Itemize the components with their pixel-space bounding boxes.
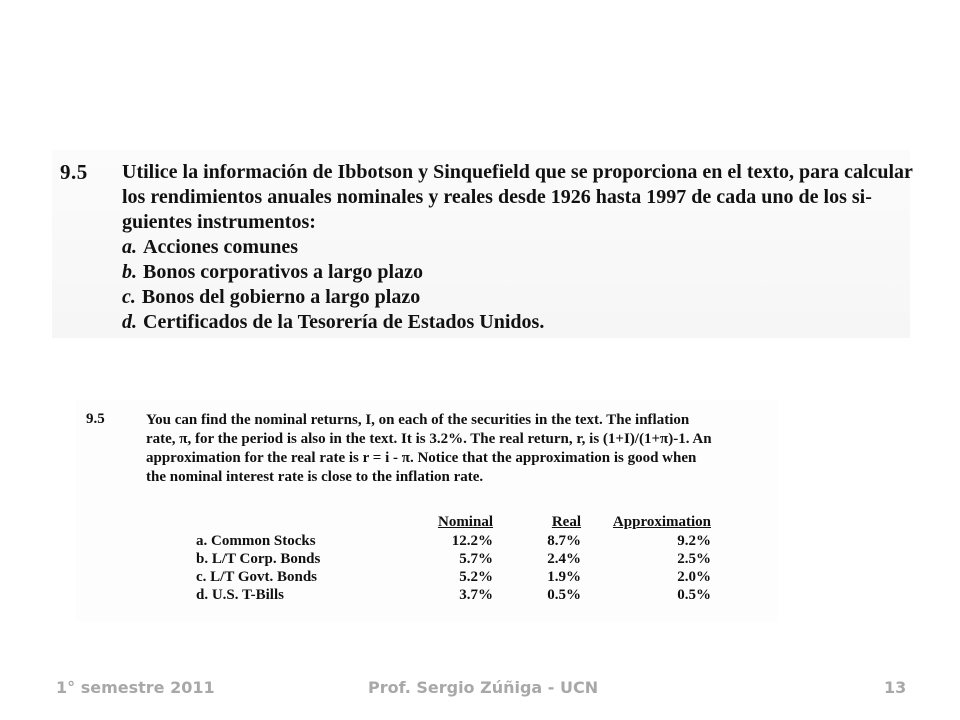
question-line: los rendimientos anuales nominales y reales desde 1926 hasta 1997 de cada uno de los si- — [122, 186, 872, 208]
answer-text — [146, 411, 786, 487]
table-header-nominal: Nominal — [437, 514, 493, 530]
answer-line: the nominal interest rate is close to the inflation rate. — [146, 469, 484, 485]
answer-scan — [76, 400, 778, 622]
question-number: 9.5 — [60, 160, 88, 184]
table-cell: 3.7% — [459, 587, 493, 603]
item-letter: c. — [122, 286, 136, 308]
table-cell: 2.0% — [677, 569, 711, 585]
question-scan — [52, 150, 913, 338]
question-text — [122, 160, 913, 335]
table-cell: 5.2% — [459, 569, 493, 585]
table-cell: a. Common Stocks — [196, 533, 316, 549]
question-item — [122, 260, 907, 285]
table-cell: 12.2% — [451, 533, 493, 549]
table-row — [196, 532, 711, 550]
table-cell: 2.5% — [677, 551, 711, 567]
footer-semester: 1° semestre 2011 — [56, 678, 215, 697]
item-letter: a. — [122, 236, 137, 258]
question-item — [122, 235, 907, 260]
answer-line: You can find the nominal returns, I, on each of the securities in the text. The inflation — [146, 412, 690, 428]
table-cell: 2.4% — [547, 551, 581, 567]
question-line: guientes instrumentos: — [122, 211, 316, 233]
footer-page-number: 13 — [884, 678, 907, 697]
table-cell: 0.5% — [547, 587, 581, 603]
table-cell: 9.2% — [677, 533, 711, 549]
table-row — [196, 568, 711, 586]
table-header-row — [196, 513, 711, 532]
answer-line: rate, π, for the period is also in the text. It is 3.2%. The real return, r, is (1+I)/(1+π)-1. An — [146, 431, 712, 447]
table-header-real: Real — [551, 514, 581, 530]
question-line: Utilice la información de Ibbotson y Sinquefield que se proporciona en el texto, para calcular — [122, 161, 913, 183]
table-cell: 1.9% — [547, 569, 581, 585]
item-text: Bonos del gobierno a largo plazo — [141, 286, 421, 308]
table-cell: c. L/T Govt. Bonds — [196, 569, 318, 585]
table-header — [196, 513, 421, 532]
table-cell: 5.7% — [459, 551, 493, 567]
table-header-approximation: Approximation — [612, 514, 711, 530]
answer-number: 9.5 — [86, 411, 105, 427]
table-cell: d. U.S. T-Bills — [196, 587, 284, 603]
question-item — [122, 310, 907, 335]
table-cell: b. L/T Corp. Bonds — [196, 551, 321, 567]
item-text: Acciones comunes — [143, 236, 298, 258]
item-letter: d. — [122, 311, 137, 333]
question-item — [122, 285, 907, 310]
table-cell: 0.5% — [677, 587, 711, 603]
slide-footer — [0, 672, 960, 702]
results-table — [196, 513, 711, 604]
table-row — [196, 550, 711, 568]
item-letter: b. — [122, 261, 137, 283]
item-text: Certificados de la Tesorería de Estados Unidos. — [143, 311, 545, 333]
answer-line: approximation for the real rate is r = i - π. Notice that the approximation is good when — [146, 450, 697, 466]
table-cell: 8.7% — [547, 533, 581, 549]
item-text: Bonos corporativos a largo plazo — [143, 261, 423, 283]
table-row — [196, 586, 711, 604]
footer-author: Prof. Sergio Zúñiga - UCN — [368, 678, 599, 697]
